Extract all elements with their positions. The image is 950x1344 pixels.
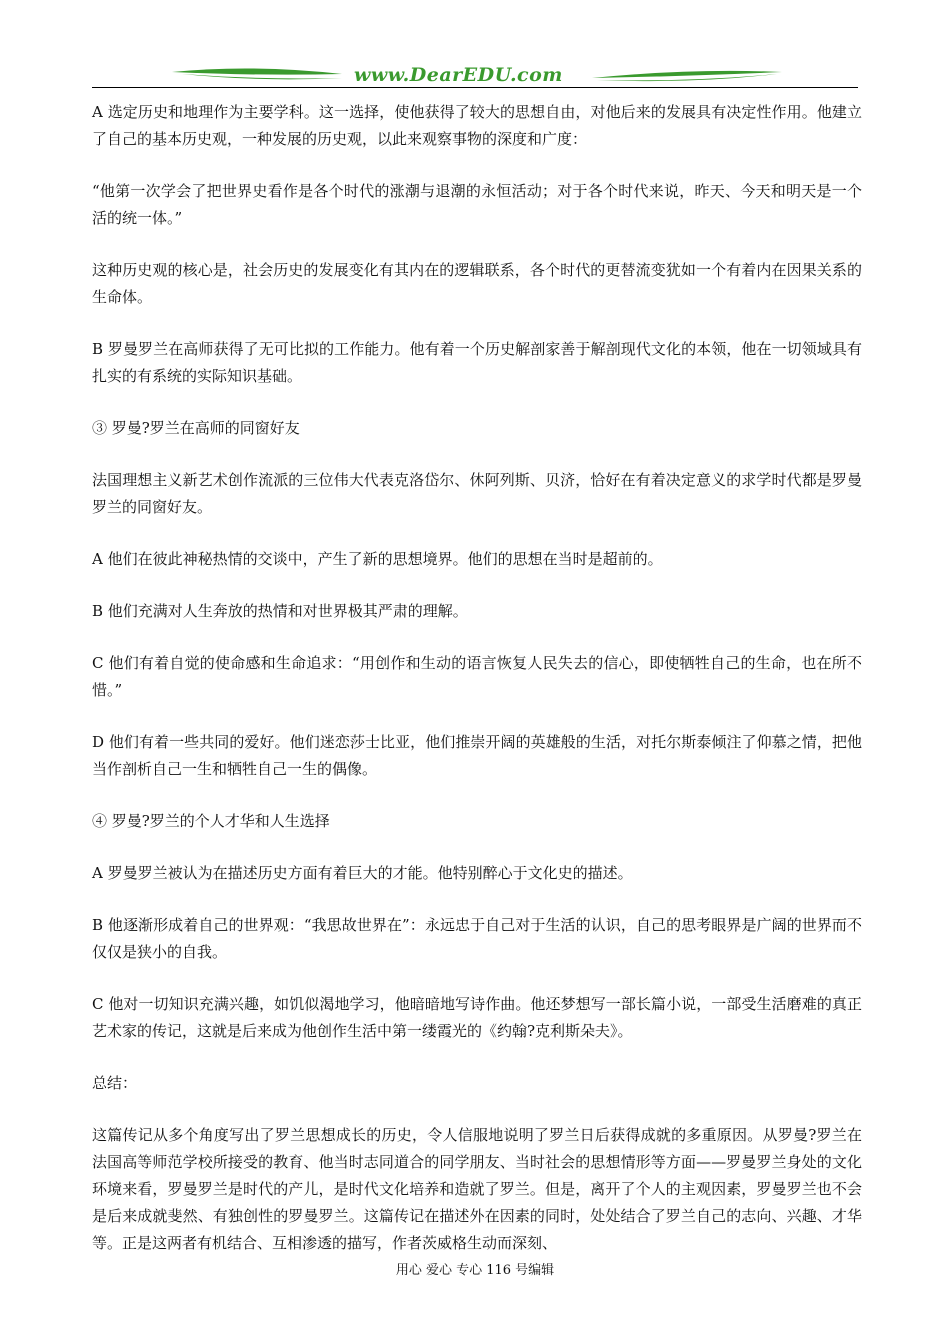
summary-heading: 总结： bbox=[92, 1074, 138, 1092]
list-item: D 他们有着一些共同的爱好。他们迷恋莎士比亚，他们推崇开阔的英雄般的生活，对托尔斯泰倾注了仰慕之情，把他当作剖析自己一生和牺牲自己一生的偶像。 bbox=[92, 733, 862, 778]
paragraph: A 选定历史和地理作为主要学科。这一选择，使他获得了较大的思想自由，对他后来的发展具有决定性作用。他建立了自己的基本历史观，一种发展的历史观，以此来观察事物的深度和广度： bbox=[92, 103, 862, 148]
section-heading: ③ 罗曼?罗兰在高师的同窗好友 bbox=[92, 419, 300, 437]
list-item: C 他对一切知识充满兴趣，如饥似渴地学习，他暗暗地写诗作曲。他还梦想写一部长篇小说，一部受生活磨难的真正艺术家的传记，这就是后来成为他创作生活中第一缕霞光的《约翰?克利斯朵夫》。 bbox=[92, 995, 862, 1040]
paragraph: 这种历史观的核心是，社会历史的发展变化有其内在的逻辑联系，各个时代的更替流变犹如一个有着内在因果关系的生命体。 bbox=[92, 261, 862, 306]
page-header bbox=[92, 60, 858, 94]
document-body bbox=[92, 99, 862, 1282]
list-item: A 罗曼罗兰被认为在描述历史方面有着巨大的才能。他特别醉心于文化史的描述。 bbox=[92, 864, 633, 882]
site-logo: www.DearEDU.com bbox=[354, 64, 563, 86]
section-heading: ④ 罗曼?罗兰的个人才华和人生选择 bbox=[92, 812, 330, 830]
list-item: A 他们在彼此神秘热情的交谈中，产生了新的思想境界。他们的思想在当时是超前的。 bbox=[92, 550, 663, 568]
list-item: C 他们有着自觉的使命感和生命追求：“用创作和生动的语言恢复人民失去的信心，即使牺牲自己的生命，也在所不惜。” bbox=[92, 654, 862, 699]
page-footer: 用心 爱心 专心 116 号编辑 bbox=[395, 1263, 555, 1278]
summary-paragraph: 这篇传记从多个角度写出了罗兰思想成长的历史，令人信服地说明了罗兰日后获得成就的多重原因。从罗曼?罗兰在法国高等师范学校所接受的教育、他当时志同道合的同学朋友、当时社会的思想情形等方面——罗曼罗兰身处的文化环境来看，罗曼罗兰是时代的产儿，是时代文化培养和造就了罗兰。但是，离开了个人的主观因素，罗曼罗兰也不会是后来成就斐然、有独创性的罗曼罗兰。这篇传记在描述外在因素的同时，处处结合了罗兰自己的志向、兴趣、才华等。正是这两者有机结合、互相渗透的描写，作者茨威格生动而深刻、 bbox=[92, 1126, 862, 1252]
paragraph: B 罗曼罗兰在高师获得了无可比拟的工作能力。他有着一个历史解剖家善于解剖现代文化的本领，他在一切领域具有扎实的有系统的实际知识基础。 bbox=[92, 340, 862, 385]
list-item: B 他逐渐形成着自己的世界观：“我思故世界在”：永远忠于自己对于生活的认识，自己的思考眼界是广阔的世界而不仅仅是狭小的自我。 bbox=[92, 916, 862, 961]
quote-paragraph: “他第一次学会了把世界史看作是各个时代的涨潮与退潮的永恒活动；对于各个时代来说，昨天、今天和明天是一个活的统一体。” bbox=[92, 182, 862, 227]
header-divider bbox=[92, 87, 858, 88]
paragraph: 法国理想主义新艺术创作流派的三位伟大代表克洛岱尔、休阿列斯、贝济，恰好在有着决定意义的求学时代都是罗曼罗兰的同窗好友。 bbox=[92, 471, 862, 516]
list-item: B 他们充满对人生奔放的热情和对世界极其严肃的理解。 bbox=[92, 602, 468, 620]
